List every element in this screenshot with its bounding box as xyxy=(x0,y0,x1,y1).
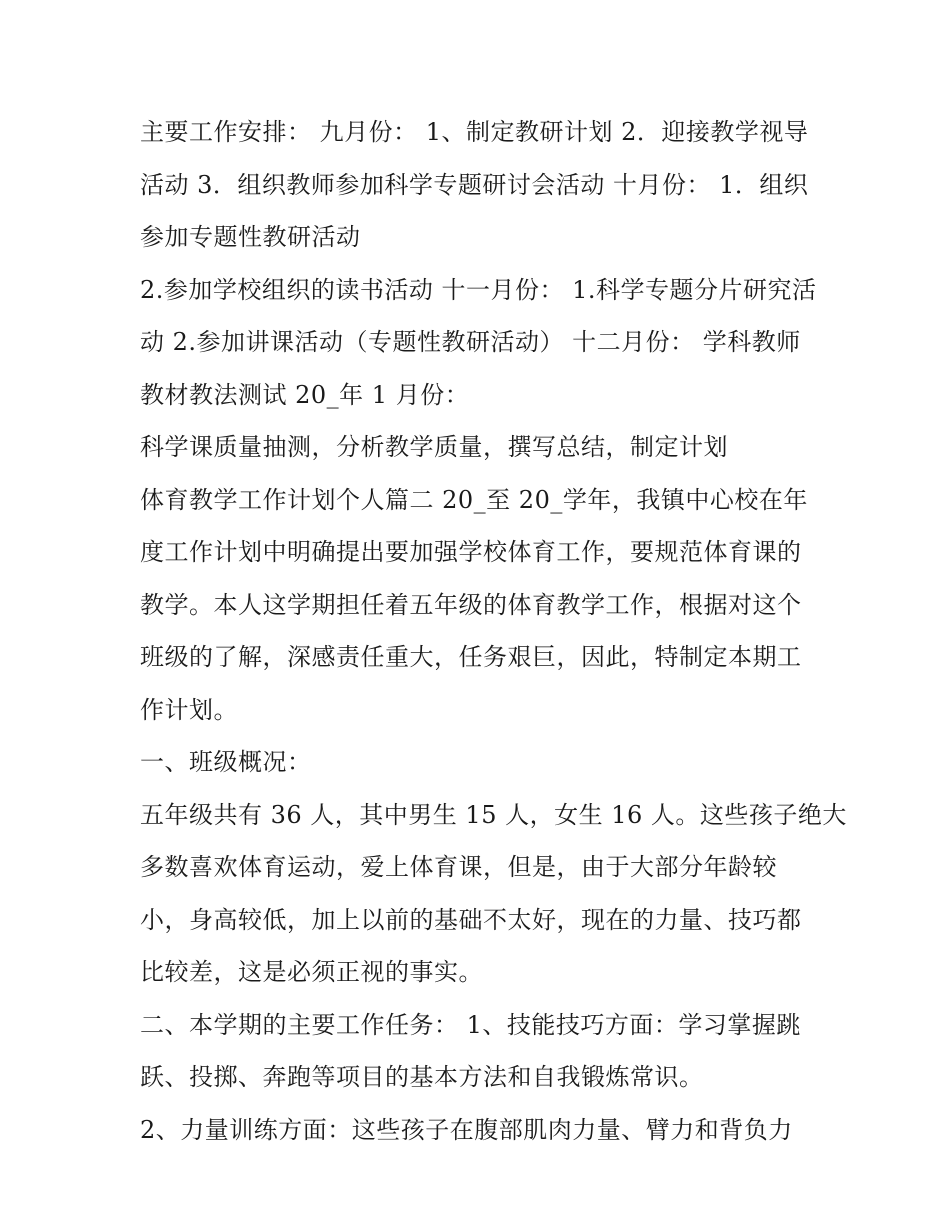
text-line: 小，身高较低，加上以前的基础不太好，现在的力量、技巧都 xyxy=(140,905,802,934)
text-line: 2、力量训练方面：这些孩子在腹部肌肉力量、臂力和背负力 xyxy=(140,1115,793,1144)
text-line: 参加专题性教研活动 xyxy=(140,223,361,251)
text-line: 科学课质量抽测，分析教学质量，撰写总结，制定计划 xyxy=(140,433,728,461)
text-line: 教材教法测试 20_年 1 月份： xyxy=(140,380,470,409)
text-line: 比较差，这是必须正视的事实。 xyxy=(140,958,483,986)
section-heading: 一、班级概况： xyxy=(140,748,312,776)
text-line: 2.参加学校组织的读书活动 十一月份： 1.科学专题分片研究活 xyxy=(140,275,817,304)
text-line: 动 2.参加讲课活动（专题性教研活动） 十二月份： 学科教师 xyxy=(140,328,801,356)
text-line: 教学。本人这学期担任着五年级的体育教学工作，根据对这个 xyxy=(140,590,802,619)
text-line: 多数喜欢体育运动，爱上体育课，但是，由于大部分年龄较 xyxy=(140,853,777,881)
text-line: 主要工作安排： 九月份： 1、制定教研计划 2．迎接教学视导 xyxy=(140,118,809,146)
text-line: 作计划。 xyxy=(140,695,238,724)
text-line: 活动 3．组织教师参加科学专题研讨会活动 十月份： 1．组织 xyxy=(140,170,809,199)
text-line: 度工作计划中明确提出要加强学校体育工作，要规范体育课的 xyxy=(140,538,802,566)
text-line: 二、本学期的主要工作任务： 1、技能技巧方面：学习掌握跳 xyxy=(140,1010,801,1039)
text-line: 跃、投掷、奔跑等项目的基本方法和自我锻炼常识。 xyxy=(140,1063,704,1091)
text-line: 班级的了解，深感责任重大，任务艰巨，因此，特制定本期工 xyxy=(140,643,802,671)
document-body xyxy=(140,106,847,1156)
text-line: 五年级共有 36 人，其中男生 15 人，女生 16 人。这些孩子绝大 xyxy=(140,800,847,829)
text-line: 体育教学工作计划个人篇二 20_至 20_学年，我镇中心校在年 xyxy=(140,485,808,514)
